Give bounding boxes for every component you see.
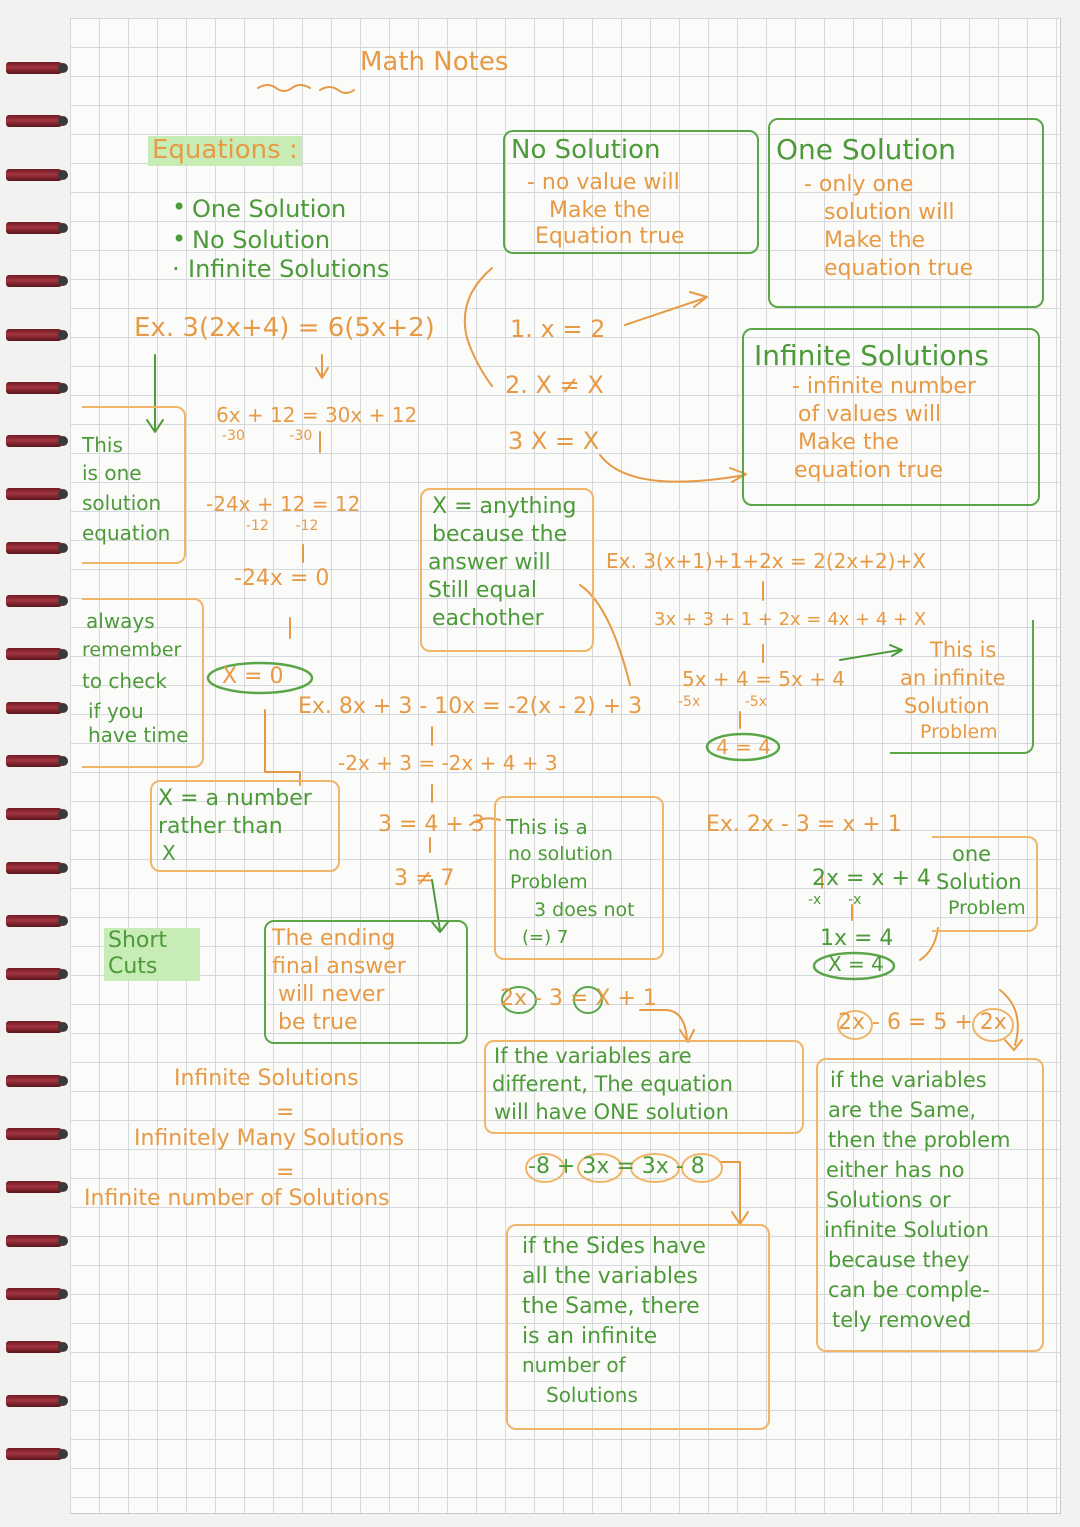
binding-hole [58, 809, 68, 819]
synonym-equals: = [276, 1160, 295, 1185]
spiral-ring [6, 1181, 64, 1193]
spiral-ring [6, 1021, 64, 1033]
reminder-line: always [86, 609, 155, 633]
note-line: no solution [508, 843, 613, 865]
note-line: solution [82, 491, 162, 515]
note-line: Solutions [546, 1383, 638, 1407]
same-sides-note-box [506, 1224, 770, 1430]
binding-hole [58, 596, 68, 606]
example1-step: -24x = 0 [234, 566, 330, 591]
x-number-note-box [150, 780, 340, 872]
spiral-ring [6, 1235, 64, 1247]
synonym-line: Infinite Solutions [174, 1066, 359, 1091]
spiral-ring [6, 382, 64, 394]
list-item: Infinite Solutions [188, 255, 390, 283]
different-variables-note-box [484, 1040, 804, 1134]
spiral-ring [6, 62, 64, 74]
definition-line: - infinite number [792, 374, 976, 399]
binding-hole [58, 330, 68, 340]
spiral-ring [6, 1448, 64, 1460]
reminder-box [82, 598, 204, 768]
example1-step: -12 -12 [246, 518, 319, 534]
spiral-ring [6, 915, 64, 927]
no-solution-title: No Solution [511, 135, 661, 165]
note-line: This is [930, 638, 997, 662]
note-line: Still equal [428, 578, 537, 603]
example4-problem: Ex. 2x - 3 = x + 1 [706, 812, 902, 837]
synonym-equals: = [276, 1100, 295, 1125]
note-line: This [82, 433, 123, 457]
example4-step: -x -x [808, 892, 862, 908]
synonym-line: Infinite number of Solutions [84, 1186, 390, 1211]
shortcuts-heading: Short Cuts [104, 928, 200, 981]
spiral-ring [6, 702, 64, 714]
example1-step: -30 -30 [222, 428, 313, 444]
note-line: 3 does not [534, 899, 635, 921]
spiral-ring [6, 1341, 64, 1353]
example4-step: 1x = 4 [820, 926, 894, 951]
definition-line: Equation true [535, 224, 685, 249]
note-line: because the [432, 522, 568, 547]
spiral-ring [6, 1075, 64, 1087]
spiral-ring [6, 808, 64, 820]
binding-hole [58, 969, 68, 979]
bullet-dot: · [172, 255, 180, 283]
note-line: tely removed [832, 1308, 972, 1332]
binding-hole [58, 863, 68, 873]
note-line: If the variables are [494, 1044, 692, 1068]
example2-answer: 4 = 4 [716, 735, 771, 759]
binding-hole [58, 489, 68, 499]
note-line: different, The equation [492, 1072, 733, 1096]
note-line: answer will [428, 550, 551, 575]
definition-line: - only one [804, 172, 914, 197]
note-line: This is a [506, 815, 588, 839]
binding-hole [58, 916, 68, 926]
note-line: one [952, 842, 992, 866]
spiral-ring [6, 1128, 64, 1140]
binding-hole [58, 63, 68, 73]
reminder-line: remember [82, 639, 182, 661]
note-line: Solution [904, 694, 990, 718]
no-solution-note-box [494, 796, 664, 960]
example3-answer: 3 ≠ 7 [394, 866, 455, 891]
binding-hole [58, 276, 68, 286]
note-line: X = a number [158, 786, 312, 811]
bullet-dot: • [172, 225, 187, 253]
note-line: eachother [432, 606, 544, 631]
note-line: Problem [920, 721, 998, 743]
infinite-solutions-box [742, 328, 1040, 506]
note-line: is one [82, 461, 142, 485]
example2-problem: Ex. 3(x+1)+1+2x = 2(2x+2)+X [606, 549, 926, 573]
example1-answer: X = 0 [222, 664, 284, 689]
note-line: either has no [826, 1158, 965, 1182]
ending-note-box [264, 920, 468, 1044]
shortcut-equation: 2x - 3 = X + 1 [500, 986, 657, 1011]
one-solution-title: One Solution [776, 133, 956, 166]
spiral-ring [6, 169, 64, 181]
note-line: is an infinite [522, 1324, 658, 1349]
binding-hole [58, 1182, 68, 1192]
note-line: if the variables [830, 1068, 987, 1092]
note-line: are the Same, [828, 1098, 977, 1122]
binding-hole [58, 436, 68, 446]
reminder-line: to check [82, 669, 167, 693]
note-line: number of [522, 1353, 626, 1377]
spiral-ring [6, 329, 64, 341]
form-item: 3 X = X [508, 427, 600, 455]
spiral-ring [6, 862, 64, 874]
binding-hole [58, 1236, 68, 1246]
binding-hole [58, 170, 68, 180]
note-line: Problem [510, 871, 588, 893]
reminder-line: have time [88, 723, 189, 747]
example2-step: 5x + 4 = 5x + 4 [682, 667, 845, 691]
form-item: 1. x = 2 [510, 315, 606, 343]
note-line: X [162, 841, 176, 865]
same-variables-note-box [816, 1058, 1044, 1352]
spiral-ring [6, 222, 64, 234]
binding-hole [58, 223, 68, 233]
shortcut-equation: 2x - 6 = 5 + 2x [838, 1010, 1007, 1035]
example3-step: -2x + 3 = -2x + 4 + 3 [338, 751, 558, 775]
definition-line: Make the [798, 430, 900, 455]
note-line: final answer [272, 954, 406, 979]
infinite-problem-note-box [890, 620, 1034, 754]
binding-hole [58, 1129, 68, 1139]
definition-line: Make the [824, 228, 926, 253]
example1-step: 6x + 12 = 30x + 12 [216, 403, 418, 427]
example1-problem: Ex. 3(2x+4) = 6(5x+2) [134, 313, 435, 343]
one-solution-box [768, 118, 1044, 308]
note-line: the Same, there [522, 1294, 700, 1319]
note-line: all the variables [522, 1264, 699, 1289]
spiral-ring [6, 968, 64, 980]
note-line: infinite Solution [824, 1218, 989, 1242]
spiral-ring [6, 755, 64, 767]
note-line: then the problem [828, 1128, 1011, 1152]
definition-line: equation true [794, 458, 944, 483]
example3-step: 3 = 4 + 3 [378, 812, 485, 837]
binding-hole [58, 756, 68, 766]
binding-hole [58, 116, 68, 126]
page-title: Math Notes [360, 47, 509, 77]
binding-hole [58, 1289, 68, 1299]
example1-step: -24x + 12 = 12 [206, 492, 361, 516]
note-line: because they [828, 1248, 970, 1272]
list-item: No Solution [192, 226, 331, 254]
spiral-ring [6, 648, 64, 660]
note-line: an infinite [900, 666, 1006, 690]
note-line: X = anything [432, 494, 577, 519]
note-line: can be comple- [828, 1278, 990, 1302]
binding-hole [58, 383, 68, 393]
anything-note-box [420, 488, 594, 652]
note-line: will never [278, 982, 385, 1007]
binding-hole [58, 1022, 68, 1032]
note-line: (=) 7 [522, 927, 569, 948]
example4-answer: X = 4 [828, 952, 884, 976]
definition-line: of values will [798, 402, 942, 427]
spiral-ring [6, 1395, 64, 1407]
binding-hole [58, 1342, 68, 1352]
definition-line: solution will [824, 200, 955, 225]
definition-line: equation true [824, 256, 974, 281]
list-item: One Solution [192, 195, 347, 223]
binding-hole [58, 1396, 68, 1406]
spiral-ring [6, 488, 64, 500]
reminder-line: if you [88, 699, 144, 723]
spiral-ring [6, 115, 64, 127]
form-item: 2. X ≠ X [505, 371, 604, 399]
binding-hole [58, 1449, 68, 1459]
one-solution-note-box [82, 406, 186, 564]
note-line: rather than [158, 814, 283, 839]
bullet-dot: • [172, 193, 187, 221]
note-line: Solutions or [826, 1188, 951, 1212]
no-solution-box [503, 130, 759, 254]
infinite-solutions-title: Infinite Solutions [754, 339, 989, 372]
spiral-ring [6, 435, 64, 447]
binding-hole [58, 1076, 68, 1086]
spiral-binding [0, 0, 70, 1527]
note-line: be true [278, 1010, 358, 1035]
note-line: Problem [948, 897, 1026, 919]
note-line: Solution [936, 870, 1022, 894]
note-line: if the Sides have [522, 1234, 706, 1259]
spiral-ring [6, 1288, 64, 1300]
note-line: will have ONE solution [494, 1100, 729, 1124]
binding-hole [58, 543, 68, 553]
example3-problem: Ex. 8x + 3 - 10x = -2(x - 2) + 3 [298, 694, 643, 719]
binding-hole [58, 649, 68, 659]
shortcut-equation: -8 + 3x = 3x - 8 [528, 1154, 705, 1179]
one-solution-problem-note-box [932, 836, 1038, 932]
spiral-ring [6, 542, 64, 554]
spiral-ring [6, 275, 64, 287]
note-line: The ending [272, 926, 396, 951]
note-line: equation [82, 521, 171, 545]
synonym-line: Infinitely Many Solutions [134, 1126, 405, 1151]
example2-step: 3x + 3 + 1 + 2x = 4x + 4 + X [654, 609, 927, 630]
example4-step: 2x = x + 4 [812, 866, 931, 891]
definition-line: Make the [549, 198, 651, 223]
definition-line: - no value will [527, 170, 680, 195]
binding-hole [58, 703, 68, 713]
example2-step: -5x -5x [678, 694, 767, 710]
equations-heading: Equations : [148, 136, 302, 166]
spiral-ring [6, 595, 64, 607]
